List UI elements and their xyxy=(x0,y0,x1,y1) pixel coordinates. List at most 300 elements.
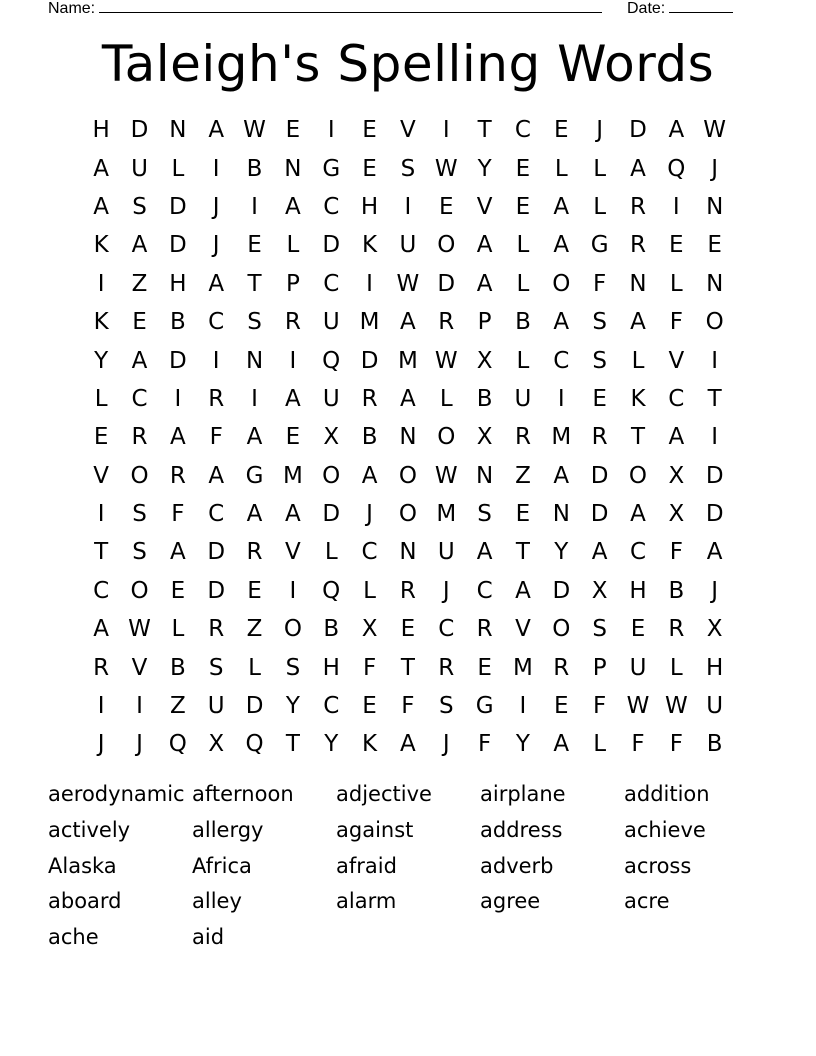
grid-cell[interactable]: T xyxy=(400,654,415,681)
grid-cell[interactable]: F xyxy=(669,731,683,758)
grid-cell[interactable]: A xyxy=(706,539,723,566)
grid-row xyxy=(82,572,734,610)
grid-cell[interactable]: F xyxy=(669,539,683,566)
grid-cell[interactable]: N xyxy=(706,193,724,220)
grid-cell[interactable]: L xyxy=(171,155,185,182)
grid-cell[interactable]: Y xyxy=(285,693,300,720)
grid-cell[interactable]: W xyxy=(396,270,420,297)
grid-cell[interactable]: J xyxy=(212,193,220,220)
grid-cell[interactable]: A xyxy=(169,539,186,566)
grid-cell[interactable]: L xyxy=(554,155,568,182)
grid-cell[interactable]: R xyxy=(514,424,531,451)
grid-cell[interactable]: J xyxy=(136,731,143,758)
grid-cell[interactable]: T xyxy=(285,731,300,758)
grid-cell[interactable]: Q xyxy=(322,347,341,374)
grid-cell[interactable]: A xyxy=(169,424,186,451)
grid-cell[interactable]: I xyxy=(366,270,373,297)
grid-cell[interactable]: A xyxy=(361,462,378,489)
grid-cell[interactable]: O xyxy=(398,462,417,489)
grid-cell[interactable]: I xyxy=(289,577,297,604)
grid-cell[interactable]: E xyxy=(554,693,569,720)
grid-cell[interactable]: A xyxy=(630,501,646,528)
grid-cell[interactable]: C xyxy=(93,577,110,604)
grid-cell[interactable]: R xyxy=(591,424,608,451)
grid-cell[interactable]: K xyxy=(93,232,109,259)
grid-cell[interactable]: X xyxy=(476,424,493,451)
grid-cell[interactable]: L xyxy=(593,193,607,220)
grid-cell[interactable]: L xyxy=(631,347,645,374)
grid-cell[interactable]: A xyxy=(476,270,493,297)
grid-cell[interactable]: A xyxy=(285,385,301,412)
grid-cell[interactable]: B xyxy=(246,155,263,182)
grid-cell[interactable]: E xyxy=(285,117,301,144)
grid-cell[interactable]: B xyxy=(169,309,186,336)
grid-cell[interactable]: A xyxy=(476,232,493,259)
grid-cell[interactable]: I xyxy=(97,693,105,720)
grid-cell[interactable]: R xyxy=(361,385,378,412)
grid-cell[interactable]: H xyxy=(169,270,187,297)
grid-cell[interactable]: D xyxy=(207,539,226,566)
grid-cell[interactable]: A xyxy=(208,462,225,489)
grid-cell[interactable]: W xyxy=(434,155,458,182)
grid-cell[interactable]: A xyxy=(553,193,570,220)
grid-cell[interactable]: J xyxy=(212,232,220,259)
grid-cell[interactable]: L xyxy=(669,270,683,297)
grid-cell[interactable]: A xyxy=(515,577,531,604)
grid-cell[interactable]: U xyxy=(131,155,148,182)
grid-cell[interactable]: G xyxy=(475,693,494,720)
grid-cell[interactable]: E xyxy=(247,577,262,604)
grid-cell[interactable]: J xyxy=(442,731,450,758)
grid-cell[interactable]: L xyxy=(94,385,108,412)
grid-cell[interactable]: I xyxy=(711,424,719,451)
grid-cell[interactable]: R xyxy=(399,577,416,604)
grid-cell[interactable]: I xyxy=(519,693,527,720)
grid-cell[interactable]: A xyxy=(246,501,263,528)
grid-cell[interactable]: A xyxy=(285,193,301,220)
grid-row xyxy=(82,303,734,341)
grid-cell[interactable]: I xyxy=(289,347,297,374)
word-list-item: ache xyxy=(48,925,99,950)
grid-cell[interactable]: C xyxy=(668,385,685,412)
grid-cell[interactable]: A xyxy=(131,232,148,259)
grid-cell[interactable]: L xyxy=(248,654,261,681)
grid-cell[interactable]: A xyxy=(93,155,110,182)
grid-cell[interactable]: S xyxy=(592,347,607,374)
grid-cell[interactable]: W xyxy=(664,693,688,720)
grid-cell[interactable]: S xyxy=(438,693,454,720)
grid-cell[interactable]: L xyxy=(593,155,607,182)
grid-cell[interactable]: R xyxy=(438,309,455,336)
grid-cell[interactable]: U xyxy=(514,385,532,412)
grid-cell[interactable]: T xyxy=(707,385,722,412)
grid-cell[interactable]: R xyxy=(246,539,263,566)
grid-cell[interactable]: F xyxy=(669,309,683,336)
grid-cell[interactable]: R xyxy=(629,232,646,259)
grid-cell[interactable]: A xyxy=(591,539,608,566)
grid-cell[interactable]: I xyxy=(251,385,258,412)
grid-cell[interactable]: E xyxy=(93,424,109,451)
grid-cell[interactable]: Y xyxy=(477,155,492,182)
grid-cell[interactable]: I xyxy=(557,385,565,412)
grid-cell[interactable]: R xyxy=(169,462,186,489)
grid-cell[interactable]: N xyxy=(284,155,302,182)
grid-cell[interactable]: U xyxy=(399,232,417,259)
grid-cell[interactable]: H xyxy=(92,117,110,144)
grid-cell[interactable]: H xyxy=(706,654,724,681)
grid-cell[interactable]: F xyxy=(477,731,492,758)
grid-cell[interactable]: J xyxy=(442,577,450,604)
grid-cell[interactable]: M xyxy=(513,654,533,681)
grid-cell[interactable]: V xyxy=(93,462,110,489)
grid-cell[interactable]: B xyxy=(706,731,723,758)
grid-cell[interactable]: N xyxy=(706,270,724,297)
grid-cell[interactable]: F xyxy=(631,731,645,758)
grid-cell[interactable]: E xyxy=(132,309,147,336)
grid-cell[interactable]: C xyxy=(629,539,647,566)
grid-cell[interactable]: G xyxy=(322,155,341,182)
grid-cell[interactable]: L xyxy=(324,539,338,566)
grid-cell[interactable]: X xyxy=(591,577,608,604)
grid-cell[interactable]: E xyxy=(477,654,492,681)
grid-cell[interactable]: S xyxy=(132,539,147,566)
grid-cell[interactable]: A xyxy=(553,731,570,758)
grid-cell[interactable]: A xyxy=(553,462,570,489)
grid-cell[interactable]: I xyxy=(212,155,220,182)
grid-cell[interactable]: X xyxy=(361,616,378,643)
grid-cell[interactable]: W xyxy=(434,347,458,374)
grid-cell[interactable]: D xyxy=(552,577,571,604)
grid-cell[interactable]: Y xyxy=(94,347,109,374)
grid-cell[interactable]: X xyxy=(323,424,340,451)
grid-cell[interactable]: A xyxy=(400,385,416,412)
grid-cell[interactable]: P xyxy=(592,654,607,681)
grid-cell[interactable]: B xyxy=(323,616,340,643)
grid-cell[interactable]: E xyxy=(515,155,531,182)
grid-cell[interactable]: E xyxy=(362,117,377,144)
grid-cell[interactable]: E xyxy=(285,424,301,451)
grid-cell[interactable]: U xyxy=(322,309,340,336)
grid-cell[interactable]: Z xyxy=(515,462,531,489)
grid-cell[interactable]: P xyxy=(477,309,492,336)
grid-cell[interactable]: N xyxy=(399,424,417,451)
grid-cell[interactable]: R xyxy=(284,309,301,336)
grid-cell[interactable]: J xyxy=(711,577,719,604)
grid-cell[interactable]: K xyxy=(93,309,109,336)
grid-cell[interactable]: A xyxy=(208,117,225,144)
grid-cell[interactable]: C xyxy=(323,693,340,720)
grid-cell[interactable]: O xyxy=(437,424,456,451)
grid-cell[interactable]: S xyxy=(132,193,147,220)
grid-cell[interactable]: C xyxy=(514,117,531,144)
grid-cell[interactable]: O xyxy=(130,577,149,604)
grid-cell[interactable]: D xyxy=(437,270,456,297)
grid-cell[interactable]: B xyxy=(668,577,685,604)
grid-cell[interactable]: Y xyxy=(515,731,530,758)
grid-cell[interactable]: G xyxy=(590,232,609,259)
grid-cell[interactable]: F xyxy=(401,693,415,720)
grid-cell[interactable]: R xyxy=(629,193,646,220)
grid-cell[interactable]: H xyxy=(629,577,647,604)
grid-cell[interactable]: D xyxy=(169,193,187,220)
grid-cell[interactable]: T xyxy=(630,424,646,451)
grid-cell[interactable]: O xyxy=(130,462,149,489)
grid-cell[interactable]: I xyxy=(97,270,105,297)
grid-cell[interactable]: W xyxy=(703,117,727,144)
grid-cell[interactable]: S xyxy=(592,309,607,336)
grid-cell[interactable]: I xyxy=(672,193,680,220)
grid-cell[interactable]: E xyxy=(362,693,377,720)
grid-cell[interactable]: V xyxy=(285,539,301,566)
grid-cell[interactable]: J xyxy=(596,117,604,144)
grid-cell[interactable]: E xyxy=(592,385,607,412)
grid-cell[interactable]: C xyxy=(323,270,340,297)
grid-cell[interactable]: N xyxy=(245,347,264,374)
grid-cell[interactable]: E xyxy=(362,155,377,182)
grid-cell[interactable]: I xyxy=(442,117,450,144)
grid-cell[interactable]: M xyxy=(436,501,457,528)
grid-cell[interactable]: R xyxy=(476,616,493,643)
grid-cell[interactable]: B xyxy=(169,654,186,681)
grid-cell[interactable]: F xyxy=(362,654,377,681)
grid-cell[interactable]: W xyxy=(128,616,151,643)
grid-cell[interactable]: V xyxy=(131,654,148,681)
grid-cell[interactable]: T xyxy=(247,270,262,297)
grid-cell[interactable]: R xyxy=(553,654,570,681)
grid-row xyxy=(82,380,734,418)
grid-cell[interactable]: M xyxy=(551,424,572,451)
grid-cell[interactable]: Q xyxy=(168,731,187,758)
grid-cell[interactable]: C xyxy=(208,309,225,336)
grid-cell[interactable]: D xyxy=(130,117,149,144)
grid-cell[interactable]: P xyxy=(285,270,300,297)
grid-cell[interactable]: V xyxy=(476,193,493,220)
grid-cell[interactable]: G xyxy=(245,462,264,489)
grid-cell[interactable]: Q xyxy=(245,731,264,758)
grid-cell[interactable]: E xyxy=(669,232,684,259)
grid-cell[interactable]: D xyxy=(360,347,379,374)
grid-cell[interactable]: B xyxy=(476,385,493,412)
grid-cell[interactable]: Q xyxy=(322,577,341,604)
grid-cell[interactable]: S xyxy=(247,309,262,336)
grid-cell[interactable]: A xyxy=(668,117,685,144)
grid-cell[interactable]: D xyxy=(705,462,724,489)
grid-cell[interactable]: K xyxy=(630,385,646,412)
date-blank-line[interactable] xyxy=(669,0,733,13)
grid-cell[interactable]: N xyxy=(552,501,570,528)
grid-cell[interactable]: I xyxy=(97,501,105,528)
grid-cell[interactable]: H xyxy=(322,654,340,681)
grid-cell[interactable]: R xyxy=(208,385,225,412)
grid-cell[interactable]: A xyxy=(285,501,301,528)
grid-cell[interactable]: I xyxy=(251,193,258,220)
grid-cell[interactable]: B xyxy=(361,424,378,451)
grid-cell[interactable]: R xyxy=(208,616,225,643)
grid-cell[interactable]: N xyxy=(476,462,494,489)
grid-cell[interactable]: O xyxy=(322,462,341,489)
grid-cell[interactable]: X xyxy=(668,501,685,528)
grid-cell[interactable]: C xyxy=(438,616,455,643)
grid-cell[interactable]: F xyxy=(209,424,223,451)
grid-cell[interactable]: S xyxy=(285,654,301,681)
grid-cell[interactable]: K xyxy=(362,731,378,758)
grid-cell[interactable]: E xyxy=(554,117,569,144)
grid-cell[interactable]: I xyxy=(404,193,412,220)
grid-cell[interactable]: C xyxy=(361,539,378,566)
grid-cell[interactable]: A xyxy=(131,347,148,374)
grid-cell[interactable]: I xyxy=(327,117,335,144)
grid-cell[interactable]: Y xyxy=(324,731,339,758)
grid-cell[interactable]: W xyxy=(626,693,650,720)
grid-cell[interactable]: N xyxy=(169,117,187,144)
grid-cell[interactable]: L xyxy=(669,654,683,681)
grid-cell[interactable]: C xyxy=(208,501,225,528)
grid-cell[interactable]: D xyxy=(245,693,264,720)
grid-cell[interactable]: Z xyxy=(131,270,148,297)
date-label: Date: xyxy=(627,0,666,17)
grid-cell[interactable]: D xyxy=(322,232,341,259)
grid-cell[interactable]: U xyxy=(706,693,724,720)
grid-cell[interactable]: W xyxy=(434,462,458,489)
grid-cell[interactable]: E xyxy=(400,616,416,643)
grid-cell[interactable]: M xyxy=(282,462,303,489)
grid-cell[interactable]: O xyxy=(552,616,571,643)
name-blank-line[interactable] xyxy=(99,0,602,13)
grid-cell[interactable]: K xyxy=(362,232,378,259)
grid-cell[interactable]: Z xyxy=(169,693,186,720)
grid-cell[interactable]: A xyxy=(246,424,263,451)
grid-cell[interactable]: O xyxy=(398,501,417,528)
grid-cell[interactable]: D xyxy=(590,501,609,528)
grid-cell[interactable]: O xyxy=(705,309,724,336)
grid-cell[interactable]: L xyxy=(516,347,530,374)
grid-cell[interactable]: A xyxy=(553,232,570,259)
grid-cell[interactable]: F xyxy=(593,693,607,720)
grid-cell[interactable]: I xyxy=(711,347,719,374)
grid-cell[interactable]: A xyxy=(630,309,646,336)
grid-cell[interactable]: C xyxy=(476,577,493,604)
grid-cell[interactable]: F xyxy=(171,501,185,528)
grid-cell[interactable]: X xyxy=(476,347,493,374)
grid-cell[interactable]: L xyxy=(171,616,185,643)
grid-cell[interactable]: Q xyxy=(667,155,686,182)
grid-cell[interactable]: N xyxy=(399,539,417,566)
grid-cell[interactable]: D xyxy=(169,347,187,374)
grid-cell[interactable]: S xyxy=(208,654,224,681)
grid-cell[interactable]: I xyxy=(212,347,220,374)
grid-cell[interactable]: S xyxy=(592,616,607,643)
grid-cell[interactable]: I xyxy=(136,693,143,720)
grid-cell[interactable]: U xyxy=(437,539,455,566)
grid-cell[interactable]: W xyxy=(243,117,266,144)
grid-cell[interactable]: L xyxy=(286,232,300,259)
grid-cell[interactable]: D xyxy=(629,117,647,144)
grid-cell[interactable]: R xyxy=(93,654,110,681)
grid-cell[interactable]: E xyxy=(515,501,531,528)
grid-cell[interactable]: U xyxy=(322,385,340,412)
grid-cell[interactable]: T xyxy=(515,539,530,566)
grid-cell[interactable]: A xyxy=(400,309,416,336)
grid-cell[interactable]: I xyxy=(174,385,182,412)
grid-cell[interactable]: Y xyxy=(554,539,569,566)
grid-cell[interactable]: C xyxy=(131,385,148,412)
grid-cell[interactable]: J xyxy=(366,501,373,528)
grid-cell[interactable]: V xyxy=(668,347,685,374)
grid-cell[interactable]: M xyxy=(397,347,418,374)
grid-cell[interactable]: D xyxy=(322,501,341,528)
grid-cell[interactable]: E xyxy=(170,577,186,604)
grid-cell[interactable]: R xyxy=(131,424,148,451)
grid-cell[interactable]: U xyxy=(207,693,225,720)
date-field[interactable] xyxy=(627,0,733,19)
grid-cell[interactable]: B xyxy=(515,309,531,336)
grid-cell[interactable]: J xyxy=(711,155,719,182)
grid-cell[interactable]: A xyxy=(93,616,110,643)
name-field[interactable] xyxy=(48,0,602,19)
grid-cell[interactable]: D xyxy=(207,577,226,604)
grid-cell[interactable]: R xyxy=(438,654,455,681)
grid-cell[interactable]: R xyxy=(668,616,685,643)
grid-cell[interactable]: H xyxy=(360,193,379,220)
grid-cell[interactable]: A xyxy=(400,731,416,758)
grid-cell[interactable]: L xyxy=(363,577,376,604)
grid-cell[interactable]: N xyxy=(629,270,647,297)
grid-cell[interactable]: E xyxy=(707,232,722,259)
grid-cell[interactable]: J xyxy=(97,731,105,758)
grid-cell[interactable]: Z xyxy=(246,616,263,643)
grid-cell[interactable]: O xyxy=(628,462,648,489)
grid-cell[interactable]: D xyxy=(705,501,724,528)
grid-cell[interactable]: T xyxy=(94,539,109,566)
grid-cell[interactable]: C xyxy=(553,347,570,374)
grid-cell[interactable]: A xyxy=(208,270,225,297)
grid-cell[interactable]: V xyxy=(400,117,416,144)
grid-row xyxy=(82,648,734,686)
grid-cell[interactable]: X xyxy=(668,462,685,489)
grid-cell[interactable]: X xyxy=(706,616,723,643)
grid-cell[interactable]: A xyxy=(476,539,493,566)
grid-cell[interactable]: E xyxy=(247,232,262,259)
grid-cell[interactable]: A xyxy=(668,424,685,451)
grid-cell[interactable]: A xyxy=(630,155,646,182)
grid-cell[interactable]: D xyxy=(590,462,609,489)
grid-cell[interactable]: O xyxy=(283,616,302,643)
grid-cell[interactable]: D xyxy=(169,232,187,259)
grid-cell[interactable]: X xyxy=(208,731,225,758)
grid-cell[interactable]: E xyxy=(438,193,454,220)
grid-cell[interactable]: E xyxy=(630,616,646,643)
letter-grid[interactable] xyxy=(82,111,734,764)
grid-cell[interactable]: L xyxy=(593,731,607,758)
grid-cell[interactable]: M xyxy=(359,309,380,336)
grid-cell[interactable]: A xyxy=(553,309,570,336)
grid-cell[interactable]: O xyxy=(437,232,456,259)
grid-cell[interactable]: V xyxy=(515,616,531,643)
grid-cell[interactable]: S xyxy=(400,155,416,182)
grid-cell[interactable]: S xyxy=(132,501,147,528)
grid-cell[interactable]: F xyxy=(593,270,607,297)
grid-cell[interactable]: O xyxy=(552,270,571,297)
grid-cell[interactable]: U xyxy=(629,654,647,681)
grid-cell[interactable]: L xyxy=(516,270,530,297)
grid-cell[interactable]: A xyxy=(93,193,110,220)
grid-cell[interactable]: T xyxy=(477,117,492,144)
grid-cell[interactable]: C xyxy=(323,193,340,220)
grid-cell[interactable]: S xyxy=(477,501,492,528)
grid-cell[interactable]: L xyxy=(439,385,453,412)
grid-cell[interactable]: L xyxy=(516,232,530,259)
grid-cell[interactable]: E xyxy=(515,193,531,220)
